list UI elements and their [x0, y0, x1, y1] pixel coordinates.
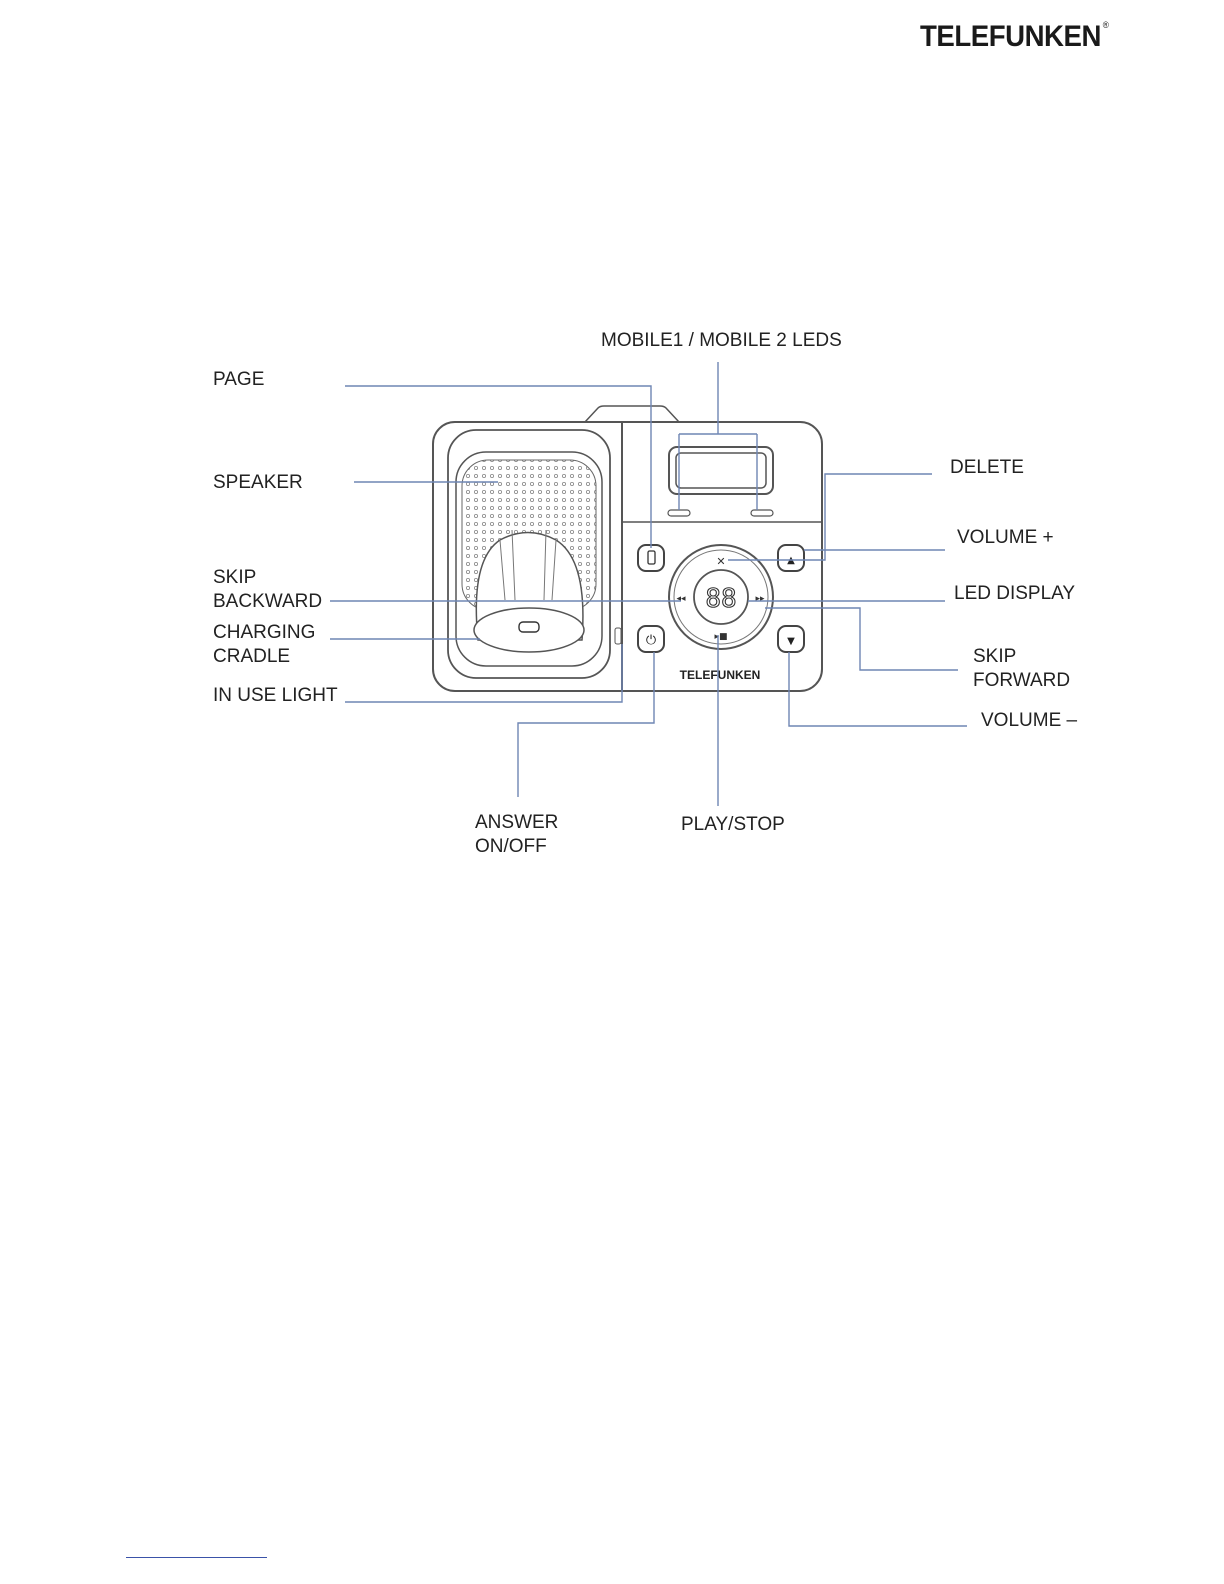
volume-up-icon: ▲ — [787, 555, 795, 566]
top-handle — [585, 406, 679, 422]
power-icon: ⏻ — [645, 633, 657, 648]
skip-forward-icon: ▸▸ — [755, 594, 765, 604]
in-use-light — [615, 628, 621, 644]
delete-x-icon: ✕ — [716, 555, 726, 568]
label-answer-line2: ON/OFF — [475, 836, 547, 857]
label-skip-forward-line1: SKIP — [973, 646, 1017, 667]
label-skip-backward — [213, 566, 322, 614]
label-charging-cradle-line2: CRADLE — [213, 646, 291, 667]
label-mobile-leds: MOBILE1 / MOBILE 2 LEDS — [601, 330, 842, 351]
charging-cradle — [474, 608, 584, 652]
label-play-stop: PLAY/STOP — [681, 814, 785, 835]
label-skip-backward-line1: SKIP — [213, 567, 257, 588]
label-speaker: SPEAKER — [213, 472, 303, 493]
label-skip-forward-line2: FORWARD — [973, 670, 1071, 691]
label-answer — [475, 811, 558, 859]
registered-mark: ® — [1102, 20, 1109, 30]
label-page: PAGE — [213, 369, 265, 390]
page-button — [638, 545, 664, 571]
label-skip-backward-line2: BACKWARD — [213, 591, 323, 612]
label-volume-up: VOLUME + — [957, 527, 1054, 548]
label-charging-cradle-line1: CHARGING — [213, 622, 316, 643]
label-volume-down: VOLUME – — [981, 710, 1078, 731]
logo-text: TELEFUNKEN — [920, 20, 1101, 53]
device-logo: TELEFUNKEN — [679, 668, 761, 682]
label-skip-forward — [973, 645, 1070, 693]
play-stop-icon: ▸■ — [714, 632, 728, 642]
mobile1-led — [668, 510, 690, 516]
skip-backward-icon: ◂◂ — [676, 594, 686, 604]
volume-down-icon: ▼ — [787, 636, 795, 647]
label-delete: DELETE — [950, 457, 1024, 478]
led-display: 88 — [705, 584, 737, 614]
label-in-use-light: IN USE LIGHT — [213, 685, 338, 706]
label-charging-cradle — [213, 621, 315, 669]
mobile2-led — [751, 510, 773, 516]
lcd-window-inner — [676, 453, 766, 488]
label-answer-line1: ANSWER — [475, 812, 559, 833]
footer-link-underline[interactable] — [126, 1557, 267, 1558]
label-led-display: LED DISPLAY — [954, 583, 1076, 604]
